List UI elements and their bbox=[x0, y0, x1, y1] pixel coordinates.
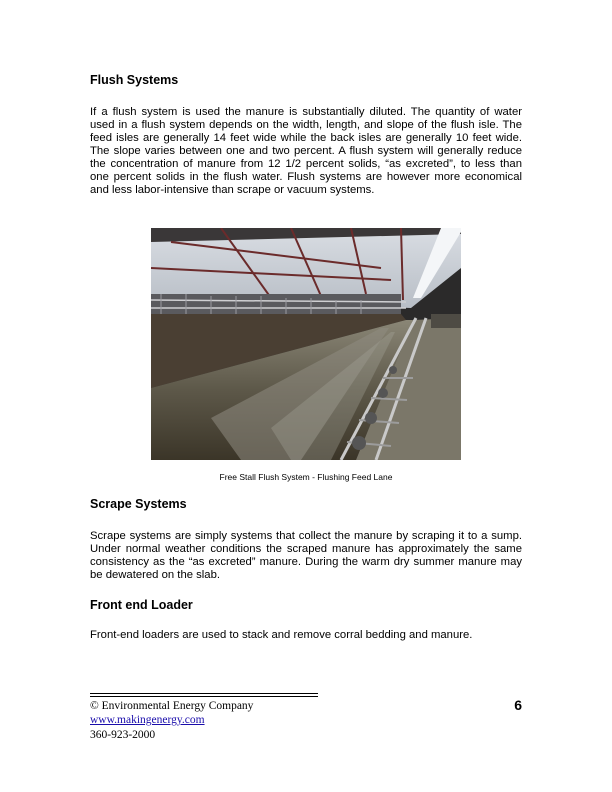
section-heading-flush-systems: Flush Systems bbox=[90, 73, 179, 87]
footer-website-link[interactable]: www.makingenergy.com bbox=[90, 714, 205, 726]
page-number: 6 bbox=[514, 697, 522, 713]
paragraph-front-end-loader: Front-end loaders are used to stack and remove corral bedding and manure. bbox=[90, 629, 473, 641]
section-heading-front-end-loader: Front end Loader bbox=[90, 598, 193, 612]
footer-company: © Environmental Energy Company bbox=[90, 700, 254, 712]
flush-system-photo bbox=[151, 228, 461, 460]
paragraph-scrape-systems: Scrape systems are simply systems that collect the manure by scraping it to a sump. Under normal weather conditions the scraped manure has approximately the same consistency as the “as excreted” manure. During the warm dry summer manure may be dewatered on the slab. bbox=[90, 530, 522, 581]
figure-caption: Free Stall Flush System - Flushing Feed Lane bbox=[219, 472, 393, 482]
footer-divider-top bbox=[90, 693, 318, 694]
section-heading-scrape-systems: Scrape Systems bbox=[90, 497, 187, 511]
footer-phone: 360-923-2000 bbox=[90, 729, 156, 741]
footer-divider-bottom bbox=[90, 696, 318, 697]
paragraph-flush-systems: If a flush system is used the manure is substantially diluted. The quantity of water used in a flush system depends on the width, length, and slope of the flush isle. The feed isles are generally 14 feet wide while the back isles are generally 10 feet wide. The slope varies between one and two percent. A flush system will generally reduce the concentration of manure from 12 1/2 percent solids, “as excreted”, to less than one percent solids in the flush water. Flush systems are however more economical and less labor-intensive than scrape or vacuum systems. bbox=[90, 106, 522, 196]
